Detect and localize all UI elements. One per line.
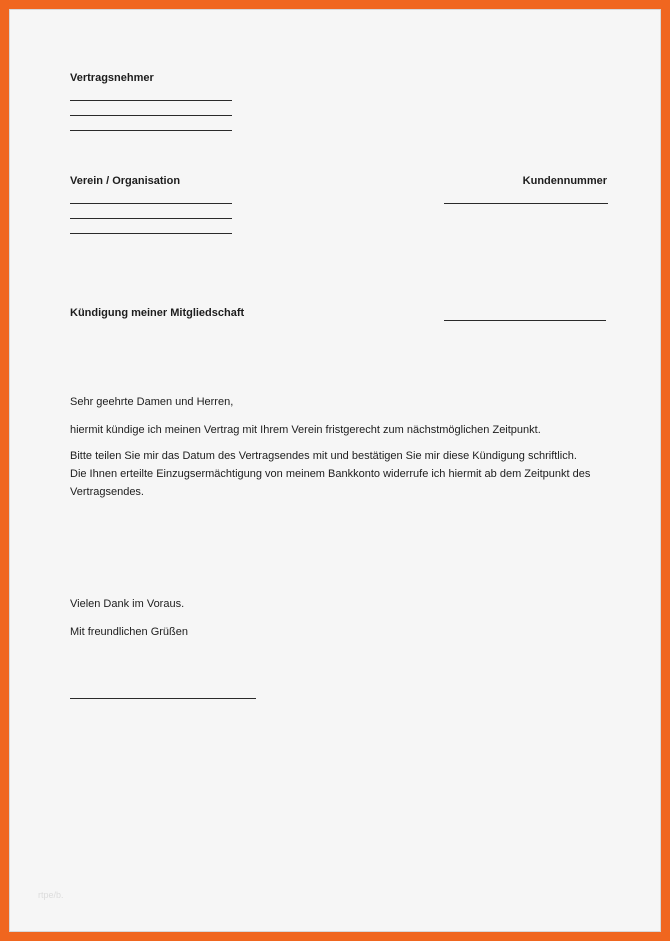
contractor-line-2	[70, 115, 232, 116]
watermark-text: rtpe/b.	[38, 890, 64, 900]
contractor-line-1	[70, 100, 232, 101]
customer-number-label: Kundennummer	[522, 175, 607, 187]
subject-label: Kündigung meiner Mitgliedschaft	[70, 307, 245, 319]
signature-line	[70, 698, 256, 699]
body-paragraph-1: hiermit kündige ich meinen Vertrag mit Ihrem Verein fristgerecht zum nächstmöglichen Zeitpunkt.	[70, 424, 541, 436]
thanks-text: Vielen Dank im Voraus.	[70, 598, 185, 610]
salutation: Sehr geehrte Damen und Herren,	[70, 396, 234, 408]
organization-line-1	[70, 203, 232, 204]
date-line	[444, 320, 606, 321]
customer-number-line	[444, 203, 608, 204]
organization-line-3	[70, 233, 232, 234]
organization-line-2	[70, 218, 232, 219]
closing-text: Mit freundlichen Grüßen	[70, 626, 188, 638]
body-paragraph-2-line-2: Die Ihnen erteilte Einzugsermächtigung von meinem Bankkonto widerrufe ich hiermit ab dem Zeitpunkt des	[70, 468, 591, 480]
organization-label: Verein / Organisation	[70, 175, 181, 187]
body-paragraph-2-line-1: Bitte teilen Sie mir das Datum des Vertragsendes mit und bestätigen Sie mir diese Kündigung schriftlich.	[70, 450, 577, 462]
contractor-line-3	[70, 130, 232, 131]
contractor-label: Vertragsnehmer	[70, 72, 154, 84]
body-paragraph-2-line-3: Vertragsendes.	[70, 486, 144, 498]
